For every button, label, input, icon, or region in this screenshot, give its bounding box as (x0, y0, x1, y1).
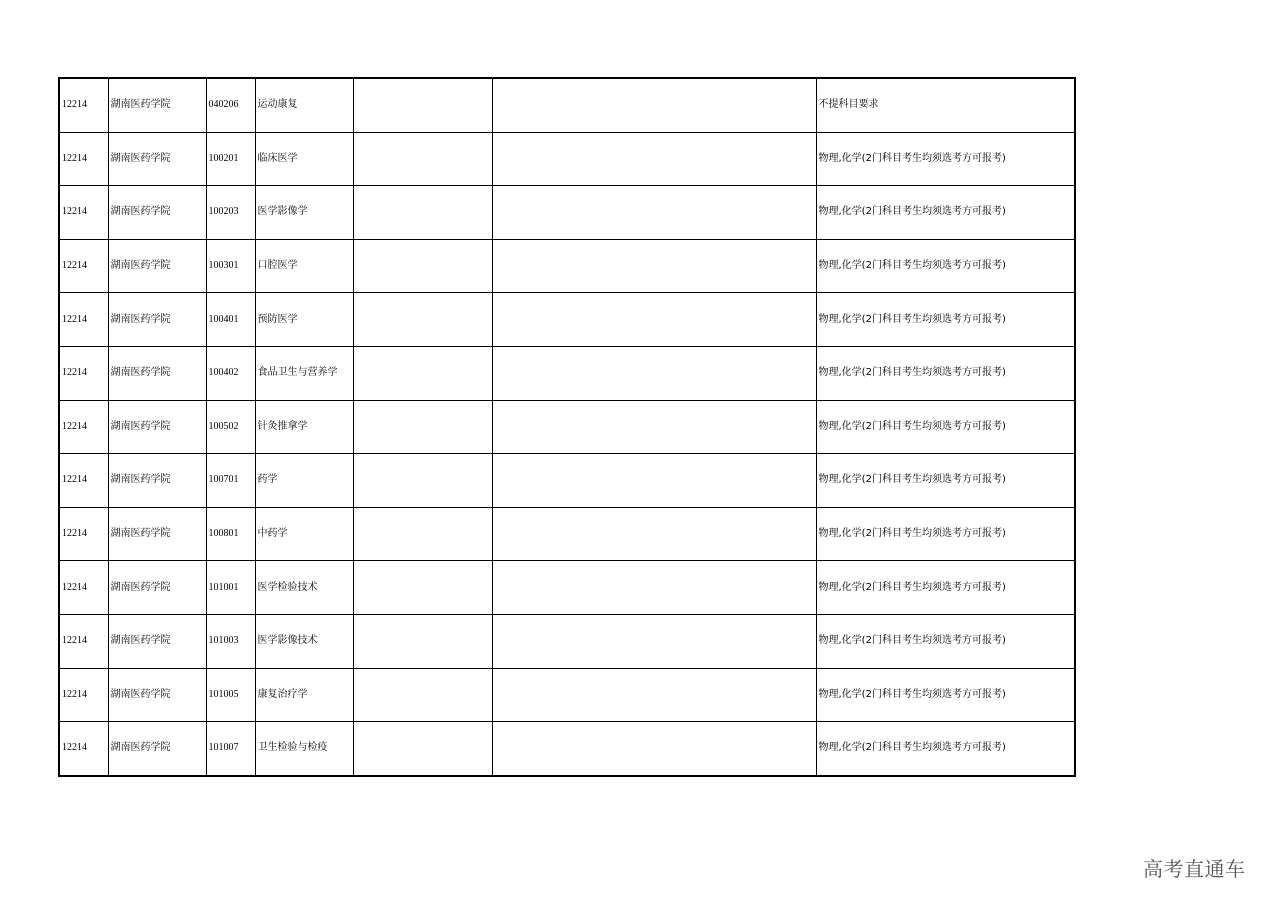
empty-cell (353, 239, 492, 293)
school-name-cell: 湖南医药学院 (108, 561, 206, 615)
school-name-cell: 湖南医药学院 (108, 186, 206, 240)
subject-requirement-cell: 物理,化学(2门科目考生均须选考方可报考) (816, 346, 1075, 400)
subject-requirement-cell: 不提科目要求 (816, 78, 1075, 132)
major-name-cell: 中药学 (255, 507, 353, 561)
empty-cell (353, 561, 492, 615)
major-name-cell: 食品卫生与营养学 (255, 346, 353, 400)
empty-cell (353, 400, 492, 454)
table-row (59, 78, 1075, 132)
school-name-cell: 湖南医药学院 (108, 507, 206, 561)
major-name-cell: 医学检验技术 (255, 561, 353, 615)
school-name-cell: 湖南医药学院 (108, 346, 206, 400)
school-name-cell: 湖南医药学院 (108, 400, 206, 454)
subject-requirement-cell: 物理,化学(2门科目考生均须选考方可报考) (816, 293, 1075, 347)
table-row (59, 346, 1075, 400)
major-name-cell: 医学影像学 (255, 186, 353, 240)
major-code-cell: 100402 (206, 346, 255, 400)
table-row (59, 507, 1075, 561)
table-row (59, 186, 1075, 240)
major-name-cell: 药学 (255, 454, 353, 508)
major-name-cell: 临床医学 (255, 132, 353, 186)
subject-requirement-cell: 物理,化学(2门科目考生均须选考方可报考) (816, 614, 1075, 668)
subject-requirement-cell: 物理,化学(2门科目考生均须选考方可报考) (816, 507, 1075, 561)
empty-cell (492, 400, 816, 454)
school-code-cell: 12214 (59, 132, 108, 186)
empty-cell (492, 561, 816, 615)
major-name-cell: 针灸推拿学 (255, 400, 353, 454)
major-code-cell: 100301 (206, 239, 255, 293)
table-row (59, 400, 1075, 454)
empty-cell (492, 239, 816, 293)
school-code-cell: 12214 (59, 186, 108, 240)
school-code-cell: 12214 (59, 78, 108, 132)
empty-cell (353, 668, 492, 722)
subject-requirement-cell: 物理,化学(2门科目考生均须选考方可报考) (816, 668, 1075, 722)
major-code-cell: 100203 (206, 186, 255, 240)
major-name-cell: 卫生检验与检疫 (255, 722, 353, 776)
school-code-cell: 12214 (59, 561, 108, 615)
subject-requirement-cell: 物理,化学(2门科目考生均须选考方可报考) (816, 400, 1075, 454)
empty-cell (492, 132, 816, 186)
empty-cell (492, 722, 816, 776)
school-code-cell: 12214 (59, 400, 108, 454)
school-code-cell: 12214 (59, 614, 108, 668)
table-row (59, 293, 1075, 347)
school-code-cell: 12214 (59, 454, 108, 508)
school-name-cell: 湖南医药学院 (108, 614, 206, 668)
school-code-cell: 12214 (59, 346, 108, 400)
subject-requirement-cell: 物理,化学(2门科目考生均须选考方可报考) (816, 722, 1075, 776)
empty-cell (492, 454, 816, 508)
major-name-cell: 运动康复 (255, 78, 353, 132)
empty-cell (353, 293, 492, 347)
table-row (59, 722, 1075, 776)
subject-requirement-cell: 物理,化学(2门科目考生均须选考方可报考) (816, 186, 1075, 240)
school-code-cell: 12214 (59, 293, 108, 347)
table-row (59, 454, 1075, 508)
watermark-text: 高考直通车 (1143, 857, 1246, 881)
subject-requirement-cell: 物理,化学(2门科目考生均须选考方可报考) (816, 132, 1075, 186)
major-name-cell: 医学影像技术 (255, 614, 353, 668)
school-name-cell: 湖南医药学院 (108, 293, 206, 347)
empty-cell (492, 293, 816, 347)
school-name-cell: 湖南医药学院 (108, 668, 206, 722)
table-row (59, 561, 1075, 615)
empty-cell (492, 78, 816, 132)
major-code-cell: 100401 (206, 293, 255, 347)
empty-cell (353, 614, 492, 668)
major-code-cell: 100701 (206, 454, 255, 508)
school-name-cell: 湖南医药学院 (108, 454, 206, 508)
major-code-cell: 100502 (206, 400, 255, 454)
table-body (59, 78, 1075, 776)
major-name-cell: 预防医学 (255, 293, 353, 347)
subject-requirement-cell: 物理,化学(2门科目考生均须选考方可报考) (816, 454, 1075, 508)
school-code-cell: 12214 (59, 239, 108, 293)
major-code-cell: 101001 (206, 561, 255, 615)
empty-cell (492, 614, 816, 668)
school-name-cell: 湖南医药学院 (108, 239, 206, 293)
empty-cell (492, 186, 816, 240)
school-name-cell: 湖南医药学院 (108, 132, 206, 186)
major-code-cell: 040206 (206, 78, 255, 132)
empty-cell (492, 668, 816, 722)
empty-cell (353, 454, 492, 508)
table-row (59, 239, 1075, 293)
subject-requirements-table (58, 77, 1076, 777)
empty-cell (492, 507, 816, 561)
subject-requirement-cell: 物理,化学(2门科目考生均须选考方可报考) (816, 561, 1075, 615)
school-name-cell: 湖南医药学院 (108, 78, 206, 132)
school-code-cell: 12214 (59, 507, 108, 561)
school-code-cell: 12214 (59, 668, 108, 722)
school-code-cell: 12214 (59, 722, 108, 776)
table-row (59, 614, 1075, 668)
empty-cell (353, 346, 492, 400)
major-name-cell: 康复治疗学 (255, 668, 353, 722)
empty-cell (492, 346, 816, 400)
subject-requirement-cell: 物理,化学(2门科目考生均须选考方可报考) (816, 239, 1075, 293)
school-name-cell: 湖南医药学院 (108, 722, 206, 776)
major-code-cell: 101003 (206, 614, 255, 668)
empty-cell (353, 722, 492, 776)
table-row (59, 132, 1075, 186)
empty-cell (353, 186, 492, 240)
major-code-cell: 100801 (206, 507, 255, 561)
empty-cell (353, 132, 492, 186)
empty-cell (353, 507, 492, 561)
table-row (59, 668, 1075, 722)
empty-cell (353, 78, 492, 132)
major-code-cell: 101005 (206, 668, 255, 722)
major-code-cell: 101007 (206, 722, 255, 776)
major-name-cell: 口腔医学 (255, 239, 353, 293)
major-code-cell: 100201 (206, 132, 255, 186)
